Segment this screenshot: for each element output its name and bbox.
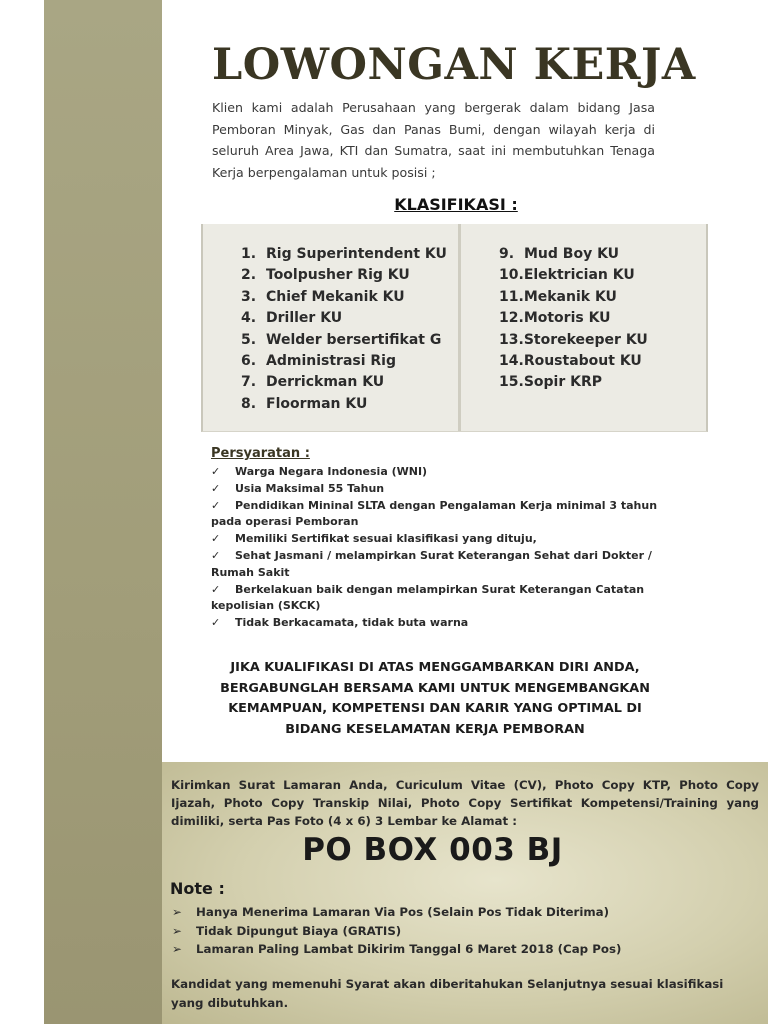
klasifikasi-heading: KLASIFIKASI : [394, 195, 518, 214]
requirement-item: ✓ Memiliki Sertifikat sesuai klasifikasi yang dituju, [211, 531, 661, 548]
note-list [172, 903, 621, 959]
arrow-bullet-icon: ➢ [172, 905, 182, 919]
position-item: 14. Roustabout KU [499, 353, 642, 370]
position-item: 5. Welder bersertifikat G [241, 331, 442, 348]
position-item: 4. Driller KU [241, 310, 343, 327]
position-item: 7. Derrickman KU [241, 374, 385, 391]
check-icon: ✓ [211, 532, 221, 546]
position-list-right [499, 244, 648, 394]
position-item: 9. Mud Boy KU [499, 246, 620, 262]
note-item: ➢ Tidak Dipungut Biaya (GRATIS) [172, 922, 621, 941]
position-item: 13. Storekeeper KU [499, 331, 648, 348]
column-divider [458, 224, 461, 431]
requirement-item: ✓ Berkelakuan baik dengan melampirkan Surat Keterangan Catatan kepolisian (SKCK) [211, 582, 645, 613]
intro-paragraph: Klien kami adalah Perusahaan yang bergerak dalam bidang Jasa Pemboran Minyak, Gas dan Panas Bumi, dengan wilayah kerja di seluruh Area Jawa, KTI dan Sumatra, saat ini membutuhkan Tenaga Kerja berpengalaman untuk posisi ; [212, 100, 655, 180]
requirement-item: ✓ Tidak Berkacamata, tidak buta warna [211, 615, 661, 632]
position-item: 3. Chief Mekanik KU [241, 288, 405, 305]
position-item: 15. Sopir KRP [499, 374, 603, 391]
check-icon: ✓ [211, 548, 221, 562]
submission-instructions: Kirimkan Surat Lamaran Anda, Curiculum Vitae (CV), Photo Copy KTP, Photo Copy Ijazah, Photo Copy Transkip Nilai, Photo Copy Sertifikat Kompetensi/Training yang dimiliki, serta Pas Foto (4 x 6) 3 Lembar ke Alamat : [171, 778, 759, 829]
requirement-item: ✓ Warga Negara Indonesia (WNI) [211, 464, 661, 481]
requirement-item: ✓ Sehat Jasmani / melampirkan Surat Keterangan Sehat dari Dokter / Rumah Sakit [211, 548, 652, 579]
position-item: 8. Floorman KU [241, 395, 368, 412]
check-icon: ✓ [211, 481, 221, 495]
position-item: 2. Toolpusher Rig KU [241, 267, 410, 284]
submission-panel [162, 762, 768, 1024]
position-list-box [201, 224, 708, 432]
page-title: LOWONGAN KERJA [212, 40, 696, 90]
note-heading: Note : [170, 879, 225, 898]
requirement-item: ✓ Usia Maksimal 55 Tahun [211, 481, 661, 498]
arrow-bullet-icon: ➢ [172, 942, 182, 956]
position-list-left [241, 244, 447, 415]
check-icon: ✓ [211, 582, 221, 596]
po-box-address: PO BOX 003 BJ [302, 832, 563, 868]
note-item: ➢ Lamaran Paling Lambat Dikirim Tanggal 6 Maret 2018 (Cap Pos) [172, 940, 621, 959]
arrow-bullet-icon: ➢ [172, 923, 182, 938]
requirements-list [211, 464, 661, 632]
position-item: 1. Rig Superintendent KU [241, 246, 447, 262]
note-item: ➢ Hanya Menerima Lamaran Via Pos (Selain Pos Tidak Diterima) [172, 903, 621, 922]
call-to-action: JIKA KUALIFIKASI DI ATAS MENGGAMBARKAN DIRI ANDA, BERGABUNGLAH BERSAMA KAMI UNTUK MENGEMBANGKAN KEMAMPUAN, KOMPETENSI DAN KARIR YANG OPTIMAL DI BIDANG KESELAMATAN KERJA PEMBORAN [220, 660, 650, 737]
closing-statement: Kandidat yang memenuhi Syarat akan diberitahukan Selanjutnya sesuai klasifikasi yang dibutuhkan. [171, 977, 724, 1010]
check-icon: ✓ [211, 498, 221, 512]
check-icon: ✓ [211, 616, 221, 630]
decorative-side-bar [44, 0, 162, 1024]
requirement-item: ✓ Pendidikan Mininal SLTA dengan Pengalaman Kerja minimal 3 tahun pada operasi Pemboran [211, 498, 658, 529]
position-item: 6. Administrasi Rig [241, 353, 396, 370]
position-item: 10. Elektrician KU [499, 267, 635, 284]
position-item: 11. Mekanik KU [499, 288, 617, 305]
requirements-heading: Persyaratan : [211, 446, 310, 461]
position-item: 12. Motoris KU [499, 310, 611, 327]
check-icon: ✓ [211, 465, 221, 478]
